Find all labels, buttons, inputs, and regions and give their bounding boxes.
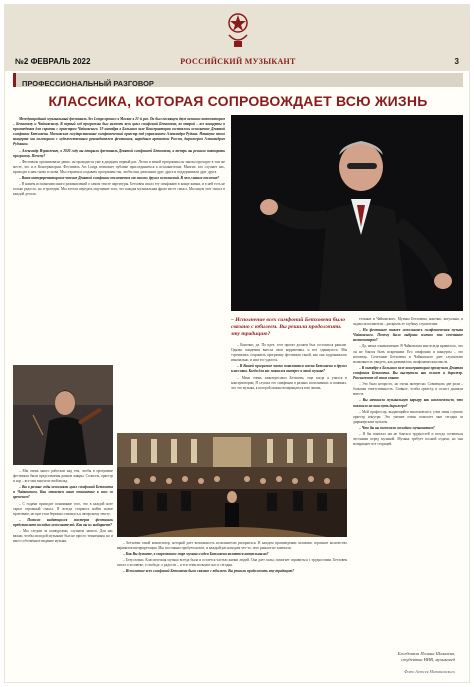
question: – Александр Израилевич, в 2020 году вы открыли фестиваль Девятой симфонией Бетховена, а теперь вы решили повторить программу. Почему? bbox=[13, 148, 225, 158]
page-header bbox=[5, 5, 470, 71]
article-headline: КЛАССИКА, КОТОРАЯ СОПРОВОЖДАЕТ ВСЮ ЖИЗНЬ bbox=[48, 93, 428, 109]
question: – Исполнение всех симфоний Бетховена было связано с юбилеем. Вы решили продолжить эту традицию? bbox=[123, 569, 294, 574]
question: – Как Вы думаете, в современном мире музыка и идеи Бетховена являются актуальными? bbox=[123, 552, 269, 557]
question: – Вы начинали музыкальную карьеру как виолончелист, что повлияло на ваш путь дирижера? bbox=[353, 398, 463, 408]
answer: – Мой профессор, выдающийся виолончелист, учил меня слушать оркестр изнутри. Это умение очень помогает мне сегодня за дирижерским пультом. bbox=[353, 409, 463, 424]
question: – На фестивале также исполнялась симфоническая музыка Чайковского. Почему было выбрано именно это сочетание композиторов? bbox=[353, 328, 463, 343]
answer: – Меня очень заинтересовал Бетховен, еще когда я учился в консерватории. Я слушал его симфонии в разных исполнениях и понимал, что это музыка, к которой можно возвращаться всю жизнь. bbox=[231, 375, 347, 390]
answer: – Конечно, да. По идее, этот проект должен был состояться раньше. Однако пандемия внесла свои коррективы, и все сдвинулось. Мы стремились сохранить программу фестиваля такой, как она задумывалась изначально, и нам это удалось. bbox=[231, 343, 347, 363]
answer: – В нашем исполнении много размышлений о самом тексте партитуры. Бетховен писал эту симфонию в конце жизни, и в ней есть не только радость, но и трагедия. Мы хотели передать ощущение того, что каждая музыкальная фраза несет смысл. Мы ищем этот смысл в каждой детали. bbox=[13, 182, 225, 197]
soloist-photo bbox=[13, 365, 113, 465]
question: – Вы в разные годы исполняли цикл симфоний Бетховена и Чайковского. Как меняется ваше отношение к ним со временем? bbox=[13, 485, 113, 500]
masthead-title: РОССИЙСКИЙ МУЗЫКАНТ bbox=[180, 57, 296, 66]
answer: – Да, начал ознакомление. В Чайковском мне всегда нравилось, что он не боялся быть искренним. Его симфонии и концерты – это исповедь. Сочетание Бетховена и Чайковского дает слушателю возможность увидеть, как развивалась симфоническая мысль. bbox=[353, 344, 463, 364]
answer: – Я бы пожелал им не бояться трудностей и всегда оставаться честными перед музыкой. Музыка требует полной отдачи, но она возвращает все сторицей. bbox=[353, 431, 463, 447]
section-banner bbox=[13, 73, 463, 87]
author-role: студентка НИВ, музыковед bbox=[401, 656, 455, 662]
answer: – Мы очень много работали над тем, чтобы в программе фестиваля были представлены разные жанры. Солисты, оркестр и хор – все они вносили свой вклад. bbox=[13, 469, 113, 484]
question: – Помимо выдающихся мастеров фестиваль представляет молодых исполнителей. Как вы их выбираете? bbox=[13, 517, 113, 527]
answer: – Безусловно. Классическая музыка всегда была и остается частью жизни людей. Она дает силы, помогает справиться с трудностями. Бетховен писал о человеке, о свободе, о радости – и эти темы волнуют нас и сегодня. bbox=[117, 558, 347, 568]
orchestra-concert-photo bbox=[117, 433, 347, 537]
lead-intro: Международный музыкальный фестиваль Ars Longa прошел в Москве в 21-й раз. Он был посвящен двум великим композиторам – Бетховену и Чайковскому. В первый год программы был включен весь цикл симфоний Бетховена, во второй – все концерты и произведения для скрипки с оркестром Чайковского. 19 октября в Большом зале Консерватории состоялось исполнение Девятой симфонии Бетховена. Московские государственные симфонический оркестр под управлением Александра Рудина. Накануне этого концерта мы поговорили с художественным руководителем фестиваля, народным артистом России, дирижером Александром Рудиным. bbox=[13, 117, 225, 147]
question: – Что бы вы пожелали молодым музыкантам? bbox=[359, 425, 435, 430]
answer: – С годами приходит понимание того, что в каждой ноте скрыт огромный смысл. Я всегда стараюсь найти новое прочтение, но при этом бережно отношусь к авторскому тексту. bbox=[13, 501, 113, 516]
answer: тельные и Чайковского. Музыка Бетховена, конечно, актуальна, и задача исполнителя – раскрыть ее глубину слушателям. bbox=[353, 317, 463, 327]
author-name: Беседовала Полина Шамаева, bbox=[397, 651, 455, 656]
photo-credit: Фото Алексея Молчановского bbox=[404, 669, 455, 674]
column-lead bbox=[13, 117, 225, 361]
column-middle-lower bbox=[117, 541, 347, 669]
page-number: 3 bbox=[454, 57, 459, 66]
question: – Ваше интерпретаторское чтение Девятой симфонии отличается от многих других исполнений. В чем главное отличие? bbox=[19, 176, 220, 181]
pull-quote: – Исполнение всех симфоний Бетховена было связано с юбилеем. Вы решили продолжить эту традицию? bbox=[231, 317, 346, 337]
issue-label: №2 ФЕВРАЛЬ 2022 bbox=[15, 57, 91, 66]
masthead-emblem-icon bbox=[223, 11, 253, 51]
conductor-portrait-photo bbox=[231, 115, 463, 311]
answer: – Фестиваль организовали давно, он проводится уже в двадцать первый раз. Летом и зимой программы он заново проходит в том же месте, что и в Консерватории. Фестиваль Ars Longa позволяет публике присоединиться к исполнителям. Многие, кто слушает нас, приходят к нам снова и снова. Мы стараемся создавать программы так, чтобы они дополняли друг друга и поддерживали друг друга. bbox=[13, 159, 225, 174]
question: – В Вашей программе часто появляются имена Бетховена и других классиков. Когда для вас появился интерес к этой музыке? bbox=[231, 364, 347, 374]
author-signature bbox=[398, 651, 455, 662]
column-left-lower bbox=[13, 469, 113, 669]
question: – В октябре в Большом зале консерватории прозвучала Девятая симфония Бетховена. Вы выступили как солист и дирижер. Расскажите об этом опыте. bbox=[353, 365, 463, 381]
column-middle bbox=[231, 343, 347, 427]
answer: – Это было непросто, но очень интересно. Совмещать две роли – большая ответственность. Главное, чтобы оркестр и солист дышали вместе. bbox=[353, 382, 463, 397]
column-right bbox=[353, 317, 463, 669]
answer: – Бетховен такой композитор, который дает возможность исполнителю раскрыться. В каждом произведении заложено огромное количество вариантов интерпретации. Мы постоянно пробуем новое, и каждый раз находим что-то, чего раньше не замечали. bbox=[117, 541, 347, 551]
answer: – Мы следим за конкурсами, слушаем записи. Для нас важно, чтобы молодой музыкант был не просто техничным, но и имел собственное видение музыки. bbox=[13, 529, 113, 544]
section-title: ПРОФЕССИОНАЛЬНЫЙ РАЗГОВОР bbox=[22, 79, 154, 88]
newspaper-page bbox=[4, 4, 470, 683]
